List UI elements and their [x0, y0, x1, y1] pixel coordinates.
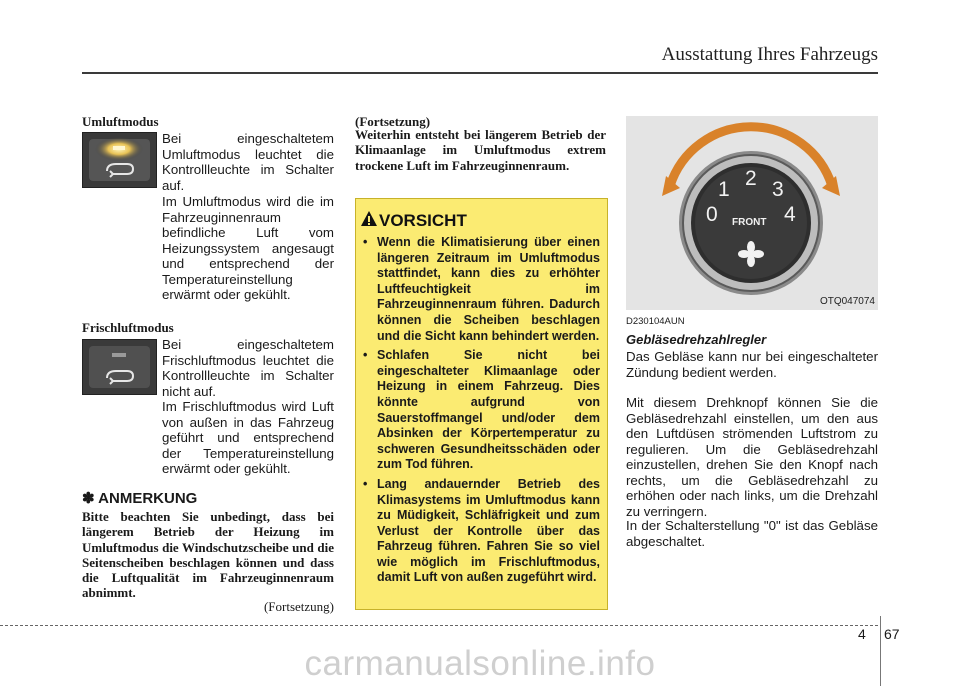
umluft-switch-photo — [82, 132, 157, 188]
warning-triangle-icon — [360, 210, 378, 227]
blower-para-3: In der Schalterstellung "0" ist das Gebläse abgeschaltet. — [626, 518, 878, 549]
continued-text: Weiterhin entsteht bei längerem Betrieb der Klimaanlage im Umluftmodus extrem trockene Luft im Fahrzeuginnenraum. — [355, 127, 606, 173]
knob-front-label: FRONT — [732, 217, 767, 228]
header-rule — [82, 72, 878, 74]
knob-number-1: 1 — [718, 178, 730, 201]
note-continued: (Fortsetzung) — [263, 599, 334, 614]
blower-knob-figure — [626, 116, 878, 310]
running-header: Ausstattung Ihres Fahrzeugs — [661, 44, 878, 65]
frisch-para-2: Im Frischluftmodus wird Luft von außen in das Fahrzeug geführt und entsprechend der Temperatureinstellung erwärmt oder gekühlt. — [162, 399, 334, 476]
knob-number-3: 3 — [772, 178, 784, 201]
continued-heading: (Fortsetzung) — [355, 114, 431, 129]
fresh-air-button-image — [83, 340, 156, 394]
warning-list — [362, 235, 600, 590]
watermark: carmanualsonline.info — [304, 644, 656, 683]
warning-item: • Lang andauernder Betrieb des Klimasystems im Umluftmodus kann zu Müdigkeit, Schläfrigkeit und zum Verlust der Kontrolle über das Fahrzeug führen. Fahren Sie so viel wie möglich im Frischluftmodus, damit Luft von außen zugeführt wird. — [362, 477, 600, 586]
note-heading: ✽ ANMERKUNG — [82, 490, 198, 507]
knob-number-0: 0 — [706, 203, 718, 226]
umluft-para-1: Bei eingeschaltetem Umluftmodus leuchtet die Kontrollleuchte im Schalter auf. — [162, 131, 334, 193]
warning-box — [355, 198, 608, 610]
blower-para-1: Das Gebläse kann nur bei eingeschalteter Zündung bedient werden. — [626, 349, 878, 380]
frisch-switch-photo — [82, 339, 157, 395]
chapter-number: 4 — [858, 626, 866, 642]
knob-number-4: 4 — [784, 203, 796, 226]
footer-rule — [0, 625, 878, 626]
frisch-heading: Frischluftmodus — [82, 320, 174, 335]
section-heading: Gebläsedrehzahlregler — [626, 332, 767, 347]
warning-item: • Schlafen Sie nicht bei eingeschalteter Klimaanlage oder Heizung in einem Fahrzeug. Dies könnte aufgrund von Sauerstoffmangel und/oder dem Absinken der Körpertemperatur zu schweren Gesundheitsschäden oder zum Tod führen. — [362, 348, 600, 473]
knob-number-2: 2 — [745, 167, 757, 190]
note-text: Bitte beachten Sie unbedingt, dass bei längerem Betrieb der Heizung im Umluftmodus die Windschutzscheibe und die Seitenscheiben beschlagen können und dass die Luftqualität im Fahrzeuginnenraum abnimmt. — [82, 509, 334, 601]
warning-item: • Wenn die Klimatisierung über einen längeren Zeitraum im Umluftmodus stattfindet, kann dies zu erhöhter Luftfeuchtigkeit im Fahrzeuginnenraum führen. Dadurch können die Scheiben beschlagen und die Sicht kann behindert werden. — [362, 235, 600, 344]
umluft-heading: Umluftmodus — [82, 114, 159, 129]
warning-title: VORSICHT — [379, 211, 467, 230]
section-code: D230104AUN — [626, 316, 685, 327]
blower-knob-illustration — [626, 116, 878, 310]
figure-code: OTQ047074 — [819, 296, 875, 307]
page-number: 67 — [884, 626, 900, 642]
recirculation-button-image — [83, 133, 156, 187]
frisch-para-1: Bei eingeschaltetem Frischluftmodus leuchtet die Kontrollleuchte im Schalter nicht auf. — [162, 337, 334, 399]
blower-para-2: Mit diesem Drehknopf können Sie die Gebläsedrehzahl einstellen, um den aus den Luftdüsen strömenden Luftstrom zu regulieren. Um die Gebläsedrehzahl einzustellen, drehen Sie den Knopf nach rechts, um die Gebläsedrehzahl zu erhöhen oder nach links, um die Drehzahl zu verringern. — [626, 395, 878, 519]
umluft-para-2: Im Umluftmodus wird die im Fahrzeuginnenraum befindliche Luft vom Heizungssystem angesaugt und entsprechend der Temperatureinstellung erwärmt oder gekühlt. — [162, 194, 334, 302]
